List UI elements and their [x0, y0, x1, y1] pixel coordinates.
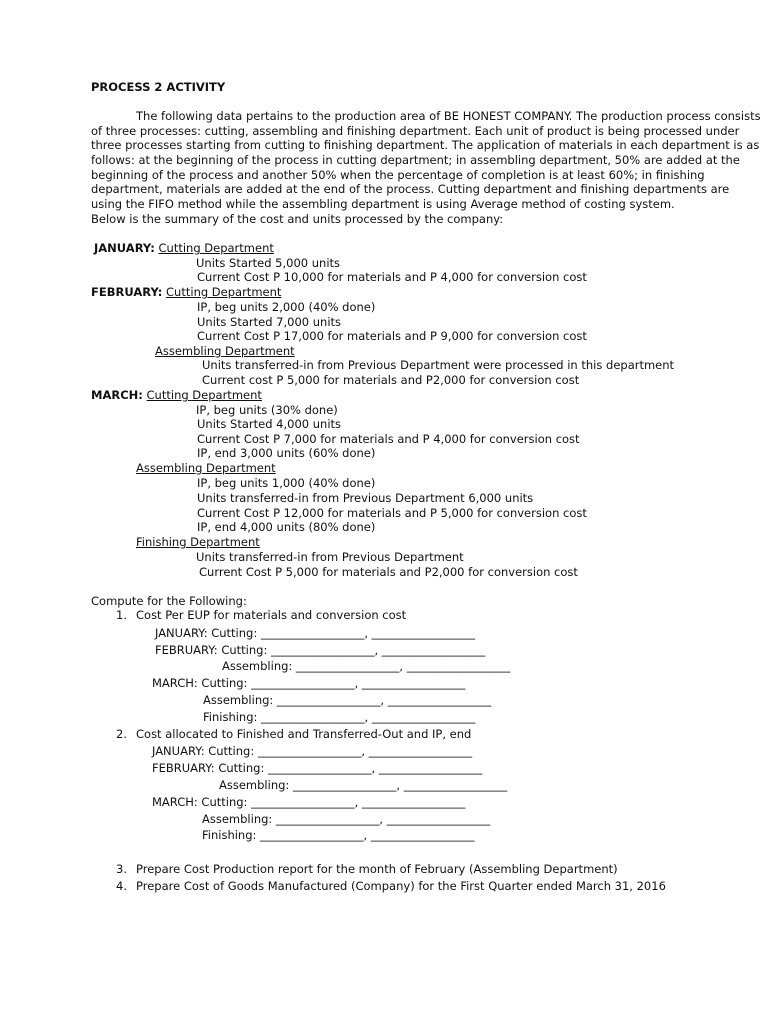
intro-paragraph [91, 109, 768, 227]
detail-line: Units Started 4,000 units [197, 417, 342, 431]
detail-line: Units Started 5,000 units [196, 256, 341, 270]
dept-label: Cutting Department [146, 388, 262, 402]
answer-line: Assembling: __________________, __________________ [222, 659, 511, 673]
intro-line: using the FIFO method while the assembling department is using Average method of costing system. [91, 197, 675, 212]
detail-line: Current cost P 5,000 for materials and P2,000 for conversion cost [202, 373, 580, 387]
intro-line: follows: at the beginning of the process in cutting department; in assembling department, 50% are added at the [91, 153, 740, 168]
dept-label: Finishing Department [136, 535, 260, 549]
question-text: Cost allocated to Finished and Transferred-Out and IP, end [136, 727, 472, 741]
january-heading [94, 241, 274, 255]
question-number: 2. [116, 727, 127, 741]
answer-line: FEBRUARY: Cutting: __________________, __________________ [152, 761, 483, 775]
intro-line: of three processes: cutting, assembling and finishing department. Each unit of product is being processed under [91, 123, 740, 138]
answer-line: MARCH: Cutting: __________________, __________________ [152, 795, 466, 809]
question-number: 4. [116, 879, 127, 893]
question-number: 3. [116, 862, 127, 876]
detail-line: IP, beg units (30% done) [196, 403, 338, 417]
document-title: PROCESS 2 ACTIVITY [91, 80, 226, 94]
answer-line: Assembling: __________________, __________________ [202, 812, 491, 826]
intro-line: The following data pertains to the production area of BE HONEST COMPANY. The production process consists [136, 109, 761, 123]
detail-line: Units transferred-in from Previous Department 6,000 units [197, 491, 534, 505]
answer-line: MARCH: Cutting: __________________, __________________ [152, 676, 466, 690]
detail-line: Current Cost P 10,000 for materials and P 4,000 for conversion cost [197, 270, 587, 284]
question-text: Cost Per EUP for materials and conversion cost [136, 608, 407, 622]
question-text: Prepare Cost of Goods Manufactured (Company) for the First Quarter ended March 31, 2016 [136, 879, 666, 893]
intro-line: three processes starting from cutting to finishing department. The application of materials in each department is as [91, 138, 760, 153]
detail-line: Current Cost P 17,000 for materials and P 9,000 for conversion cost [197, 329, 587, 343]
answer-line: JANUARY: Cutting: __________________, __________________ [152, 744, 473, 758]
summary-intro: Below is the summary of the cost and units processed by the company: [91, 211, 504, 226]
detail-line: Units transferred-in from Previous Department [196, 550, 464, 564]
month-label: MARCH: [91, 388, 143, 402]
detail-line: Current Cost P 5,000 for materials and P2,000 for conversion cost [199, 565, 578, 579]
detail-line: Units Started 7,000 units [197, 315, 342, 329]
dept-label: Assembling Department [136, 461, 276, 475]
answer-line: Assembling: __________________, __________________ [203, 693, 492, 707]
detail-line: IP, beg units 1,000 (40% done) [197, 476, 376, 490]
detail-line: Current Cost P 7,000 for materials and P 4,000 for conversion cost [197, 432, 580, 446]
question-number: 1. [116, 608, 127, 622]
dept-label: Cutting Department [166, 285, 282, 299]
detail-line: Units transferred-in from Previous Department were processed in this department [202, 358, 675, 372]
compute-intro: Compute for the Following: [91, 594, 247, 608]
dept-label: Cutting Department [158, 241, 274, 255]
detail-line: Current Cost P 12,000 for materials and P 5,000 for conversion cost [197, 506, 587, 520]
detail-line: IP, beg units 2,000 (40% done) [197, 300, 376, 314]
february-heading [91, 285, 281, 299]
intro-line: beginning of the process and another 50% when the percentage of completion is at least 60%; in finishing [91, 167, 705, 182]
answer-line: Finishing: __________________, __________________ [202, 828, 475, 842]
intro-line: department, materials are added at the end of the process. Cutting department and finishing departments are [91, 182, 730, 197]
answer-line: Finishing: __________________, __________________ [203, 710, 476, 724]
march-heading [91, 388, 262, 402]
month-label: FEBRUARY: [91, 285, 163, 299]
answer-line: FEBRUARY: Cutting: __________________, __________________ [155, 643, 486, 657]
detail-line: IP, end 4,000 units (80% done) [197, 520, 376, 534]
dept-label: Assembling Department [155, 344, 295, 358]
answer-line: Assembling: __________________, __________________ [219, 778, 508, 792]
month-label: JANUARY: [94, 241, 155, 255]
detail-line: IP, end 3,000 units (60% done) [197, 446, 376, 460]
question-text: Prepare Cost Production report for the month of February (Assembling Department) [136, 862, 618, 876]
answer-line: JANUARY: Cutting: __________________, __________________ [155, 626, 476, 640]
